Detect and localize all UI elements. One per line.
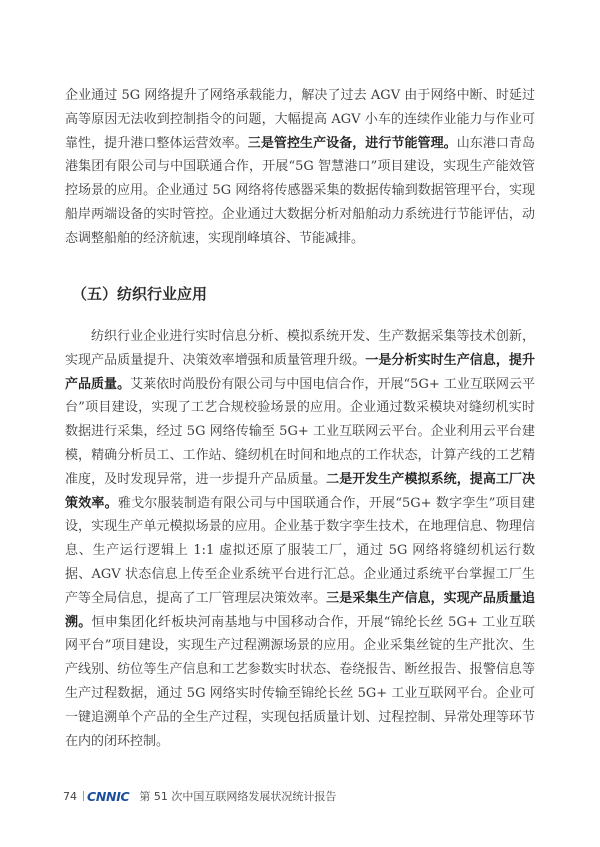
section-heading: （五）纺织行业应用 — [72, 285, 208, 303]
cnnic-logo: CNNIC — [87, 788, 130, 804]
paragraph-port — [65, 84, 535, 251]
footer-divider — [83, 791, 84, 801]
para2-text-3: 雅戈尔服装制造有限公司与中国联通合作，开展“5G+ 数字孪生”项目建设，实现生产单元模拟场景的应用。企业基于数字孪生技术，在地理信息、物理信息、生产运行逻辑上 1:1 虚拟还原了服装工厂，通过 5G 网络将缝纫机运行数据、AGV 状态信息上传至企业系统平台进行汇总。企业通过系统平台掌握工厂生产等全局信息，提高了工厂管理层决策效率。 — [65, 495, 535, 606]
page-footer — [63, 786, 336, 806]
para1-text-2: 山东港口青岛港集团有限公司与中国联通合作，开展“5G 智慧港口”项目建设，实现生产能效管控场景的应用。企业通过 5G 网络将传感器采集的数据传输到数据管理平台，实现船岸两端设备的实时管控。企业通过大数据分析对船舶动力系统进行节能评估，动态调整船舶的经济航速，实现削峰填谷、节能减排。 — [65, 135, 535, 246]
para2-text-2: 艾莱依时尚股份有限公司与中国电信合作，开展“5G+ 工业互联网云平台”项目建设，实现了工艺合规校验场景的应用。企业通过数采模块对缝纫机实时数据进行采集，经过 5G 网络传输至 5G+ 工业互联网云平台。企业利用云平台建模，精确分析员工、工作站、缝纫机在时间和地点的工作状态，计算产线的工艺精准度，及时发现异常，进一步提升产品质量。 — [65, 376, 535, 487]
para2-bold-2: 二是开发生产模拟系统，提高工厂决策效率。 — [65, 471, 535, 511]
para1-text-1: 企业通过 5G 网络提升了网络承载能力，解决了过去 AGV 由于网络中断、时延过高等原因无法收到控制指令的问题，大幅提高 AGV 小车的连续作业能力与作业可靠性，提升港口整体运营效率。 — [65, 88, 535, 151]
para1-bold-1: 三是管控生产设备，进行节能管理。 — [247, 135, 457, 151]
para2-bold-1: 一是分析实时生产信息，提升产品质量。 — [65, 352, 535, 392]
para2-bold-3: 三是采集生产信息，实现产品质量追溯。 — [65, 590, 535, 630]
page-number: 74 — [63, 789, 77, 803]
report-title: 第 51 次中国互联网络发展状况统计报告 — [139, 790, 337, 803]
para2-text-1: 纺织行业企业进行实时信息分析、模拟系统开发、生产数据采集等技术创新，实现产品质量提升、决策效率增强和质量管理升级。 — [65, 329, 535, 368]
para2-text-4: 恒申集团化纤板块河南基地与中国移动合作，开展“锦纶长丝 5G+ 工业互联网平台”项目建设，实现生产过程溯源场景的应用。企业采集丝锭的生产批次、生产线别、纺位等生产信息和工艺参数实时状态、卷绕报告、断丝报告、报警信息等生产过程数据，通过 5G 网络实时传输至锦纶长丝 5G+ 工业互联网平台。企业可一键追溯单个产品的全生产过程，实现包括质量计划、过程控制、异常处理等环节在内的闭环控制。 — [65, 614, 535, 749]
paragraph-textile — [65, 325, 535, 753]
